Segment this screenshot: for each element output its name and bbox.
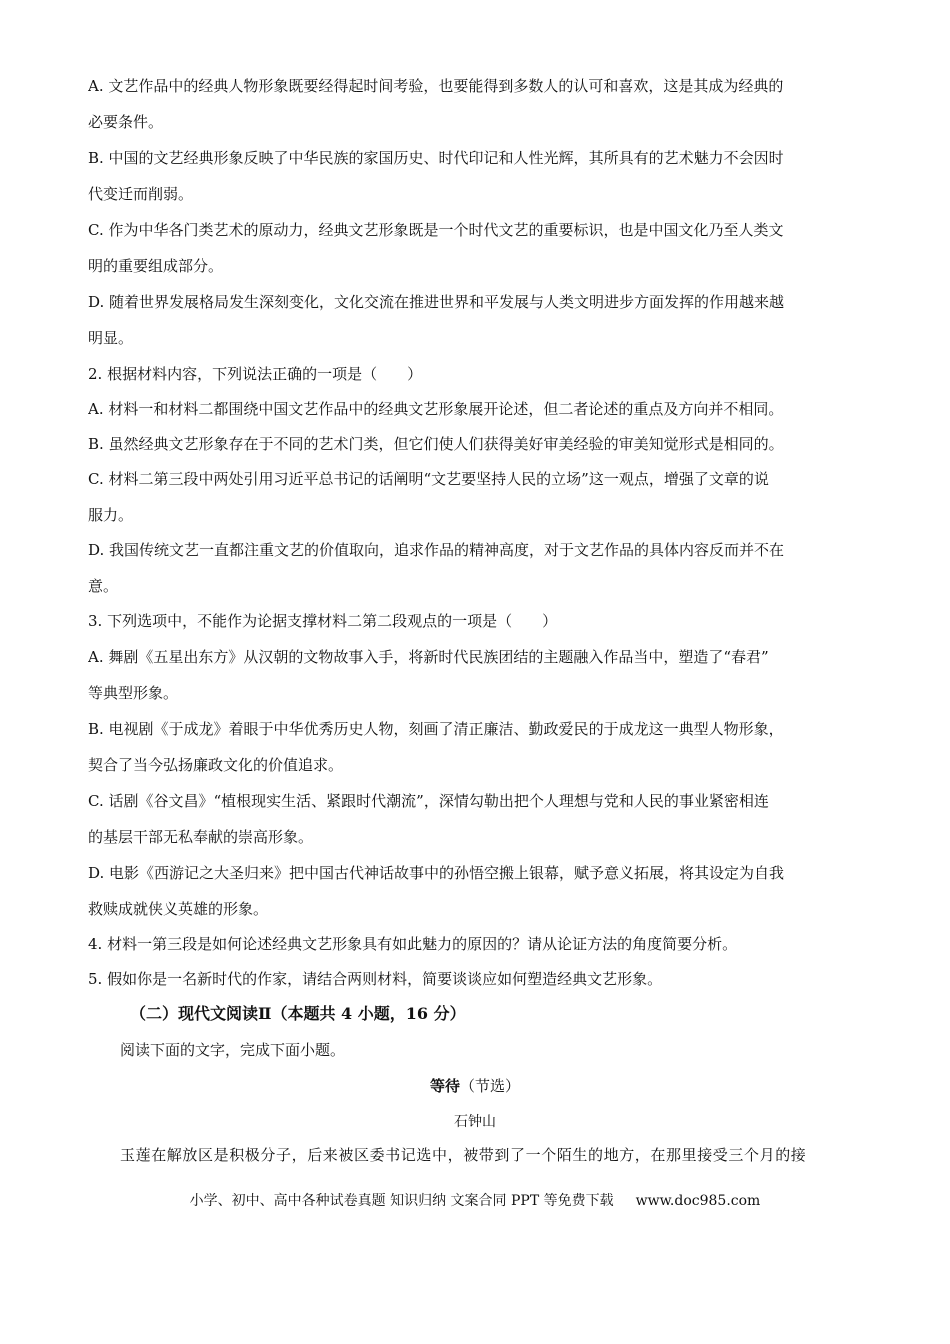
q3-option-b-line2: 契合了当今弘扬廉政文化的价值追求。 [88, 756, 344, 774]
q4-stem: 4. 材料一第三段是如何论述经典文艺形象具有如此魅力的原因的？请从论证方法的角度简要分析。 [88, 935, 738, 953]
q1-option-b-line2: 代变迁而削弱。 [88, 185, 194, 203]
q2-option-d-line2: 意。 [88, 577, 119, 595]
q1-option-d-line1: D. 随着世界发展格局发生深刻变化，文化交流在推进世界和平发展与人类文明进步方面发挥的作用越来越 [88, 293, 785, 311]
q1-option-a-line2: 必要条件。 [88, 113, 164, 131]
footer-site: www.doc985.com [635, 1193, 761, 1209]
q1-option-b-line1: B. 中国的文艺经典形象反映了中华民族的家国历史、时代印记和人性光辉，其所具有的艺术魅力不会因时 [88, 149, 784, 167]
article-author: 石钟山 [454, 1114, 496, 1130]
q2-option-c-line2: 服力。 [88, 506, 134, 524]
q1-option-a-line1: A. 文艺作品中的经典人物形象既要经得起时间考验，也要能得到多数人的认可和喜欢，这是其成为经典的 [88, 77, 784, 95]
article-title-main: 等待 [429, 1077, 460, 1095]
q2-option-a: A. 材料一和材料二都围绕中国文艺作品中的经典文艺形象展开论述，但二者论述的重点及方向并不相同。 [88, 400, 784, 418]
q3-option-b-line1: B. 电视剧《于成龙》着眼于中华优秀历史人物，刻画了清正廉洁、勤政爱民的于成龙这一典型人物形象， [88, 720, 784, 738]
q3-option-d-line1: D. 电影《西游记之大圣归来》把中国古代神话故事中的孙悟空搬上银幕，赋予意义拓展，将其设定为自我 [88, 864, 785, 882]
q3-option-c-line1: C. 话剧《谷文昌》“植根现实生活、紧跟时代潮流”，深情勾勒出把个人理想与党和人民的事业紧密相连 [88, 792, 769, 810]
q3-stem: 3. 下列选项中，不能作为论据支撑材料二第二段观点的一项是（ ） [88, 612, 558, 630]
section-title: （二）现代文阅读Ⅱ（本题共 4 小题，16 分） [130, 1004, 466, 1023]
page-footer [0, 1191, 950, 1211]
q1-option-c-line2: 明的重要组成部分。 [88, 257, 224, 275]
reading-instruction: 阅读下面的文字，完成下面小题。 [120, 1041, 346, 1059]
q3-option-a-line1: A. 舞剧《五星出东方》从汉朝的文物故事入手，将新时代民族团结的主题融入作品当中，塑造了“春君” [88, 648, 769, 666]
q2-stem: 2. 根据材料内容，下列说法正确的一项是（ ） [88, 365, 423, 383]
q3-option-d-line2: 救赎成就侠义英雄的形象。 [88, 900, 269, 918]
article-title [0, 1076, 950, 1096]
q1-option-c-line1: C. 作为中华各门类艺术的原动力，经典文艺形象既是一个时代文艺的重要标识，也是中国文化乃至人类文 [88, 221, 784, 239]
q5-stem: 5. 假如你是一名新时代的作家，请结合两则材料，简要谈谈应如何塑造经典文艺形象。 [88, 970, 663, 988]
q2-option-c-line1: C. 材料二第三段中两处引用习近平总书记的话阐明“文艺要坚持人民的立场”这一观点，增强了文章的说 [88, 470, 769, 488]
q2-option-d-line1: D. 我国传统文艺一直都注重文艺的价值取向，追求作品的精神高度，对于文艺作品的具体内容反而并不在 [88, 541, 785, 559]
footer-text: 小学、初中、高中各种试卷真题 知识归纳 文案合同 PPT 等免费下载 [189, 1193, 614, 1209]
q3-option-a-line2: 等典型形象。 [88, 684, 179, 702]
q1-option-d-line2: 明显。 [88, 329, 134, 347]
article-first-line: 玉莲在解放区是积极分子，后来被区委书记选中，被带到了一个陌生的地方，在那里接受三个月的接 [120, 1146, 807, 1164]
article-title-note: （节选） [460, 1077, 521, 1095]
q2-option-b: B. 虽然经典文艺形象存在于不同的艺术门类，但它们使人们获得美好审美经验的审美知觉形式是相同的。 [88, 435, 784, 453]
q3-option-c-line2: 的基层干部无私奉献的崇高形象。 [88, 828, 314, 846]
